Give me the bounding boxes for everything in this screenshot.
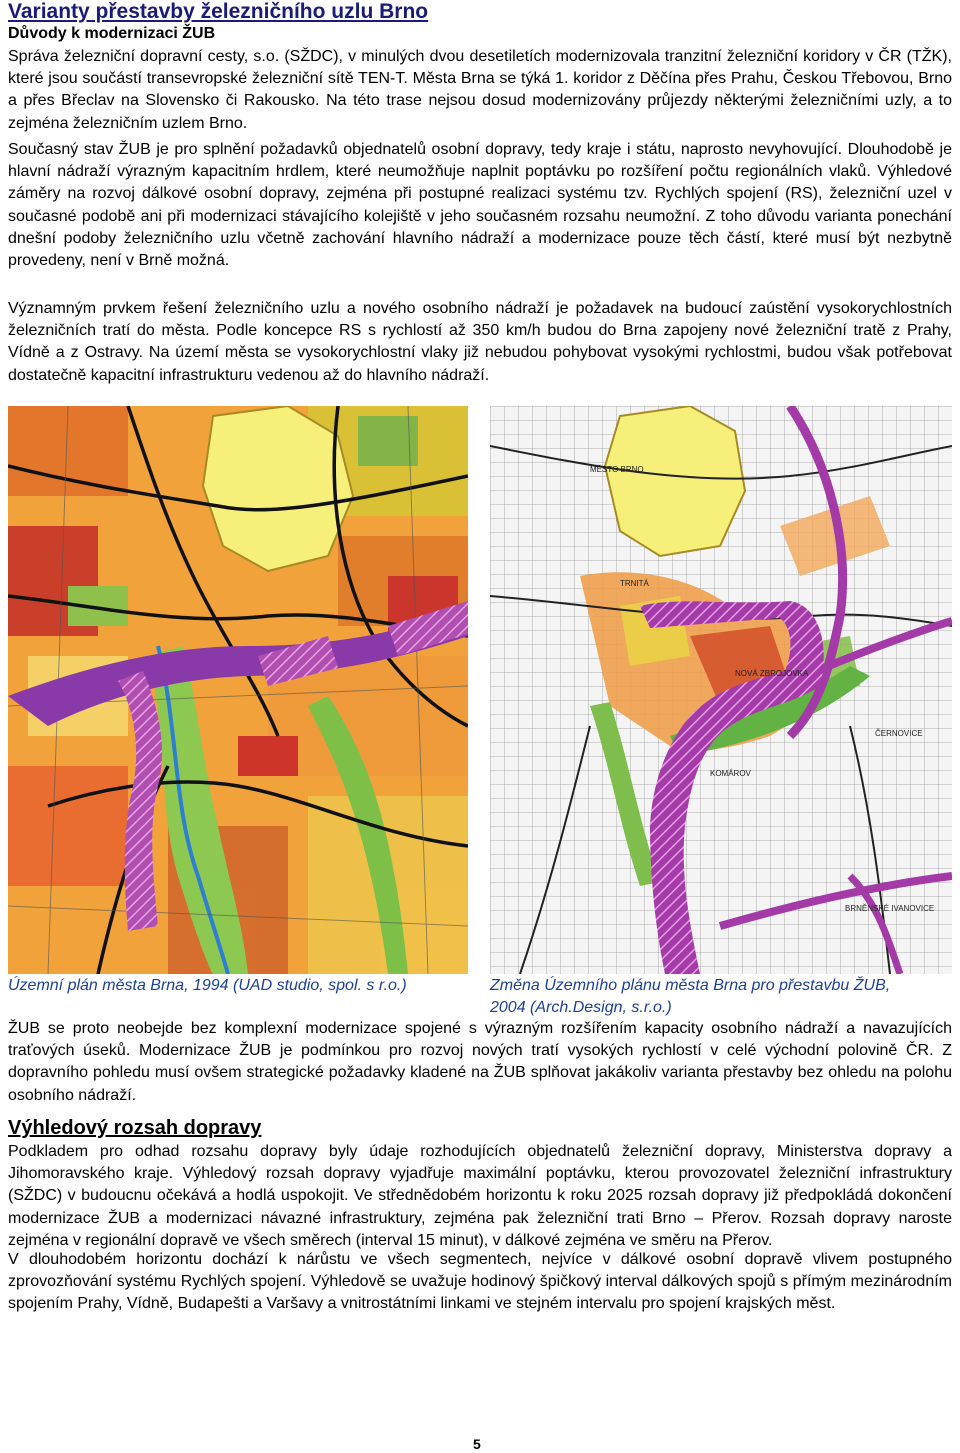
paragraph-after-maps: ŽUB se proto neobejde bez komplexní modernizace spojené s výrazným rozšířením kapacity osobního nádraží a navazujících traťových úseků. Modernizace ŽUB je podmínkou pro rozvoj nových tratí vysokých rychlostí v celé východní polovině ČR. Z dopravního pohledu musí ovšem strategické požadavky kladené na ŽUB splňovat jakákoliv varianta přestavby bez ohledu na polohu osobního nádraží. [8,1020,952,1104]
section-paragraph-1: Podkladem pro odhad rozsahu dopravy byly údaje rozhodujících objednatelů železniční dopravy, Ministerstva dopravy a Jihomoravského kraje. Výhledový rozsah dopravy vyjadřuje maximální poptávku, kterou provozovatel železniční infrastruktury (SŽDC) v budoucnu očekává a hodlá uspokojit. Ve střednědobém horizontu k roku 2025 rozsah dopravy již předpokládá dokončení modernizace ŽUB a modernizaci návazné infrastruktury, zejména pak železniční trati Brno – Přerov. Rozsah dopravy naroste zejména v regionální dopravě ve všech směrech (interval 15 minut), v dálkové zejména ve směru na Přerov. [8,1143,952,1249]
map-label: ČERNOVICE [875,729,923,738]
map-label: BRNĚNSKÉ IVANOVICE [845,904,935,913]
map-label: KOMÁROV [710,769,751,778]
section-heading: Výhledový rozsah dopravy [8,1117,262,1139]
page-title: Varianty přestavby železničního uzlu Brno [8,0,429,23]
map-label: NOVÁ ZBROJOVKA [735,669,809,678]
page-number: 5 [473,1436,481,1452]
left-map-graphic [8,406,468,974]
map-label: TRNITÁ [620,579,649,588]
right-map-graphic [490,406,952,974]
left-map-caption: Územní plán města Brna, 1994 (UAD studio, spol. s r.o.) [8,977,407,994]
map-label: MĚSTO BRNO [590,465,644,474]
left-map-image [8,406,468,974]
paragraph-2: Současný stav ŽUB je pro splnění požadavků objednatelů osobní dopravy, tedy kraje i státu, naprosto nevyhovující. Dlouhodobě je hlavní nádraží výrazným kapacitním hrdlem, které neumožňuje naplnit poptávku po rozšíření počtu regionálních vlaků. Výhledové záměry na rozvoj dálkové osobní dopravy, zejména při postupné realizaci systému tzv. Rychlých spojení (RS), železniční uzel v současné podobě ani při modernizaci stávajícího kolejiště v jeho současném rozsahu neumožní. Z toho důvodu varianta ponechání dnešní podoby železničního uzlu včetně zachování hlavního nádraží a modernizace pouze těch částí, které musí být nezbytně provedeny, není v Brně možná. [8,141,952,270]
right-map-caption: Změna Územního plánu města Brna pro přestavbu ŽUB, 2004 (Arch.Design, s.r.o.) [490,977,891,1016]
paragraph-1: Správa železniční dopravní cesty, s.o. (SŽDC), v minulých dvou desetiletích modernizovala tranzitní železniční koridory v ČR (TŽK), které jsou součástí transevropské železniční sítě TEN-T. Města Brna se týká 1. koridor z Děčína přes Prahu, Českou Třebovou, Brno a přes Břeclav na Slovensko či Rakousko. Na této trase nejsou dosud modernizovány průjezdy některými železničními uzly, a to zejména železničním uzlem Brno. [8,48,952,132]
section-paragraph-2: V dlouhodobém horizontu dochází k nárůstu ve všech segmentech, nejvíce v dálkové osobní dopravě vlivem postupného zprovozňování systému Rychlých spojení. Výhledově se uvažuje hodinový špičkový interval dálkových spojů s přímým mezinárodním spojením Prahy, Vídně, Budapešti a Varšavy a vnitrostátními linkami ve stejném intervalu pro spojení krajských měst. [8,1251,952,1313]
paragraph-3: Významným prvkem řešení železničního uzlu a nového osobního nádraží je požadavek na budoucí zaústění vysokorychlostních železničních tratí do města. Podle koncepce RS s rychlostí až 350 km/h budou do Brna zapojeny nové železniční tratě z Prahy, Vídně a z Ostravy. Na území města se vysokorychlostní vlaky již nebudou pohybovat vysokými rychlostmi, budou však potřebovat dostatečně kapacitní infrastrukturu vedenou až do hlavního nádraží. [8,300,952,384]
right-map-image [490,406,952,974]
page-subtitle: Důvody k modernizaci ŽUB [8,25,216,42]
